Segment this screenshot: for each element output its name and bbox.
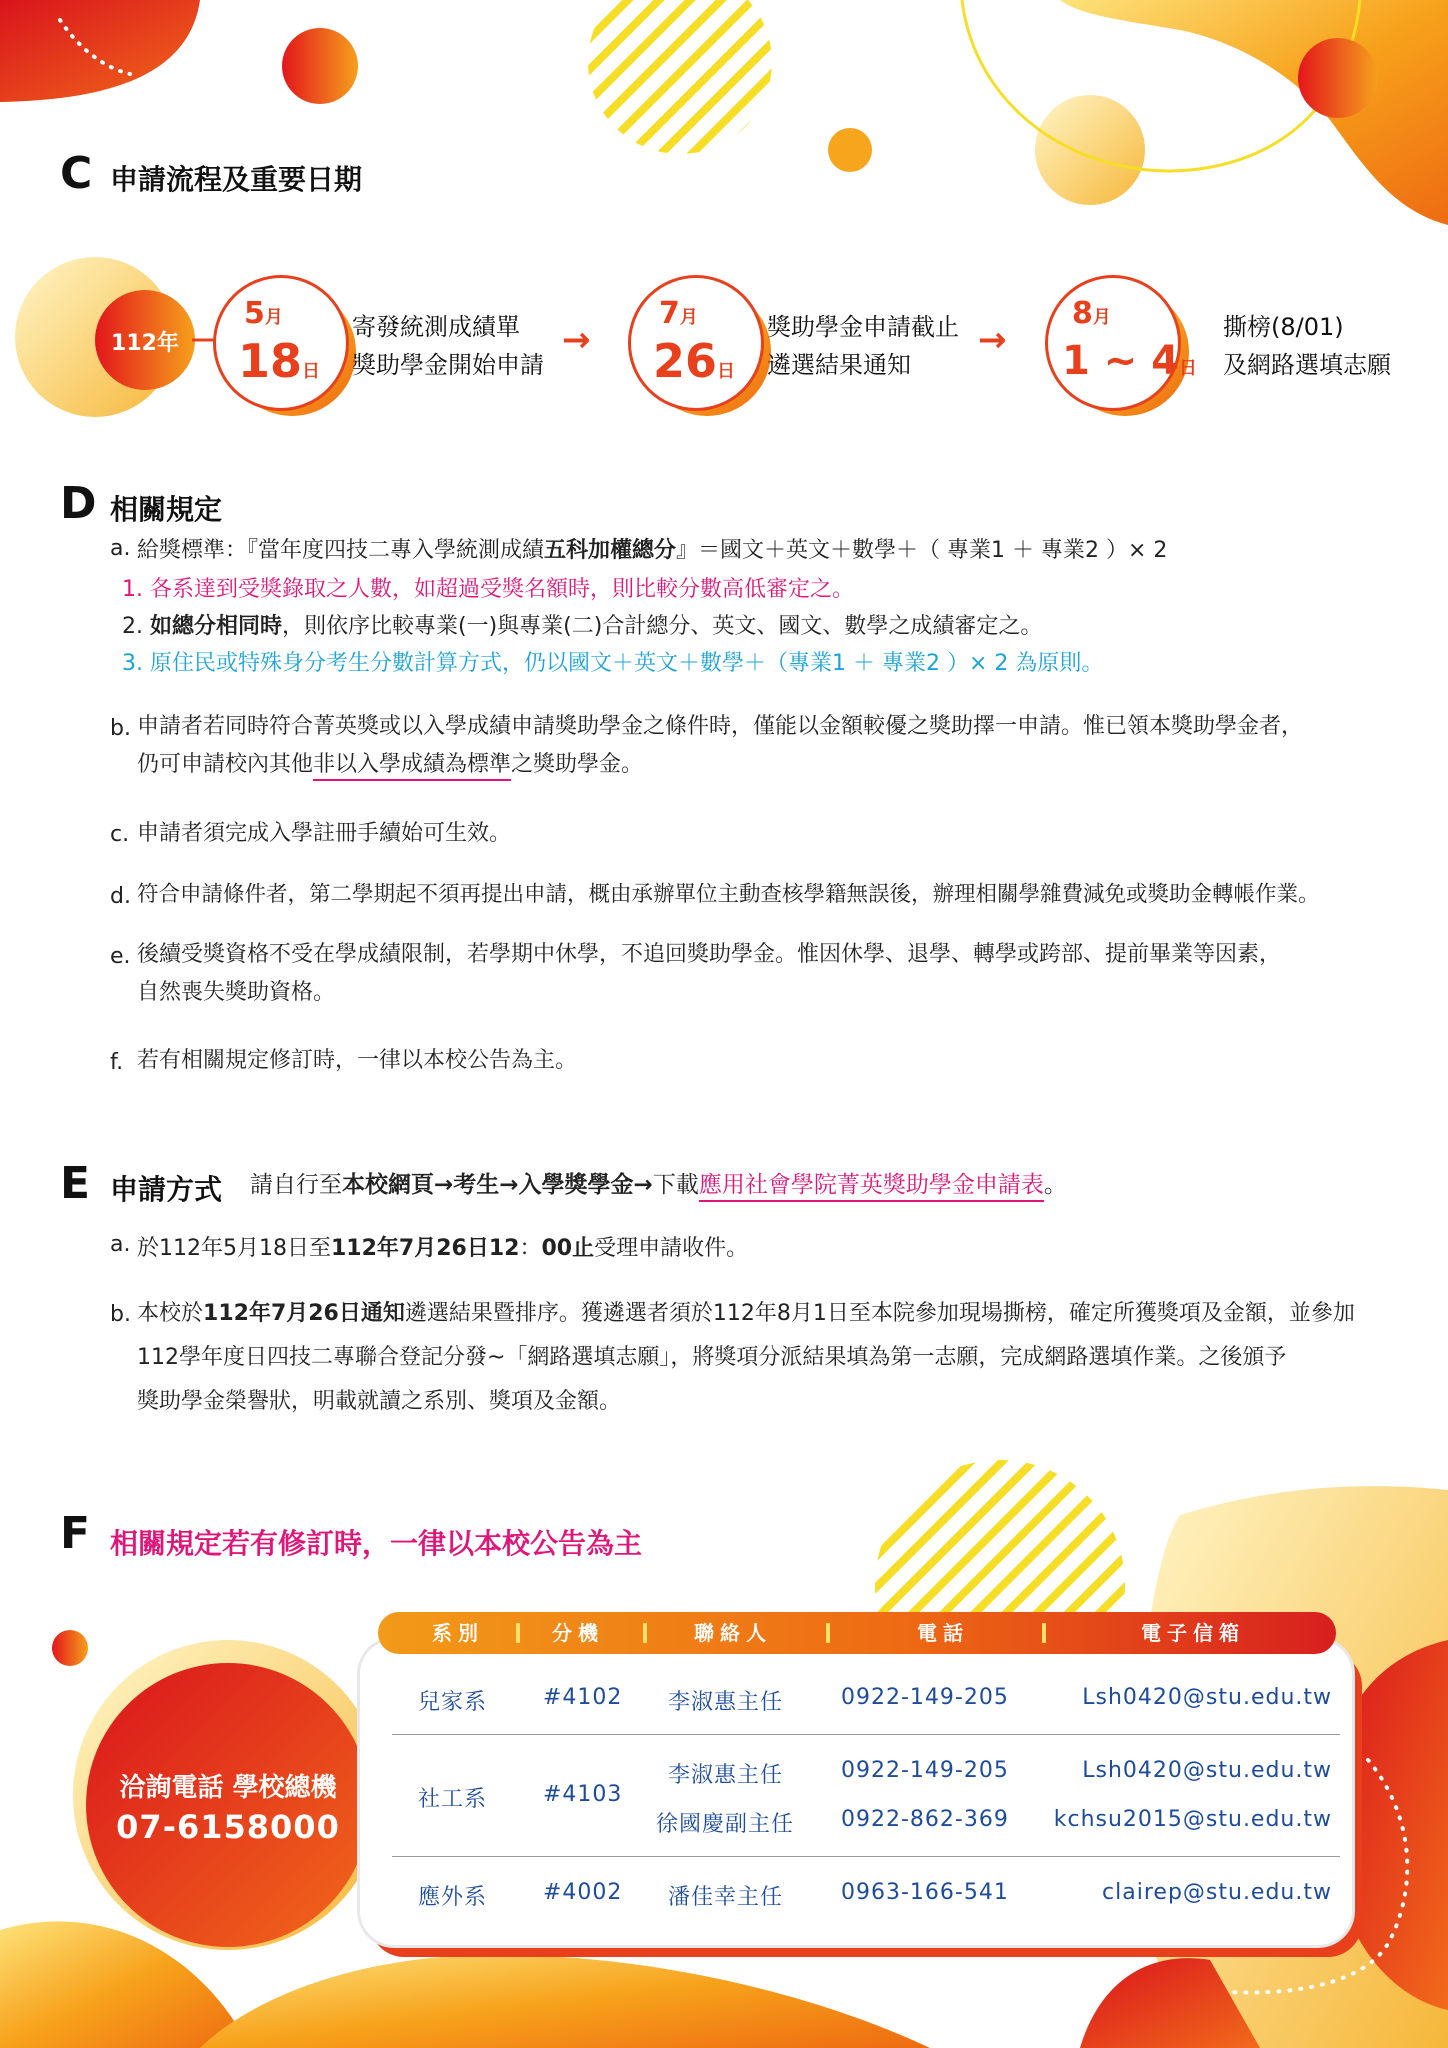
rule-d-mark: d.: [110, 884, 131, 909]
apply-a-t1: 於112年5月18日至: [137, 1236, 331, 1261]
rule-b-text: [137, 708, 1437, 784]
apply-a-mark: a.: [110, 1232, 131, 1257]
timeline-year: 112年: [111, 331, 179, 356]
row1-phone: 0922-149-205: [841, 1685, 1009, 1710]
step1-line1: 寄發統測成績單: [352, 313, 520, 341]
apply-b-t2: 遴選結果暨排序。獲遴選者須於112年8月1日至本院參加現場撕榜，確定所獲獎項及金額，並參加: [404, 1301, 1355, 1326]
apply-a-text: [137, 1230, 748, 1268]
section-e-title: 申請方式: [110, 1173, 223, 1206]
rule-a-sub-3: [122, 645, 1103, 683]
intro-end: 。: [1043, 1172, 1067, 1198]
apply-a-t2: ：: [519, 1236, 542, 1261]
rule-b-line2-suffix: 之獎助學金。: [511, 752, 644, 777]
step3-day: 1 ~ 4: [1062, 338, 1180, 384]
header-ext: 分機: [552, 1621, 604, 1645]
section-c-letter: C: [60, 148, 93, 199]
rule-a-prefix: 給獎標準：『當年度四技二專入學統測成績: [137, 538, 545, 563]
rule-a-bold: 五科加權總分: [544, 538, 677, 563]
header-dept: 系別: [432, 1621, 484, 1645]
intro-prefix: 請自行至: [250, 1172, 342, 1198]
rule-b-line2-prefix: 仍可申請校內其他: [137, 752, 314, 777]
section-d-letter: D: [60, 478, 97, 529]
step3-day-unit: 日: [1179, 358, 1198, 379]
step2-month-unit: 月: [679, 307, 698, 328]
step3-line1: 撕榜(8/01): [1223, 313, 1344, 341]
header-email: 電子信箱: [1141, 1621, 1245, 1645]
intro-path: 本校網頁→考生→入學獎學金→: [342, 1172, 653, 1198]
step2-line1: 獎助學金申請截止: [767, 313, 959, 341]
timeline-step3-text: [1223, 308, 1391, 384]
badge-label: 洽詢電話 學校總機: [119, 1773, 337, 1803]
rule-f-text: 若有相關規定修訂時，一律以本校公告為主。: [137, 1048, 578, 1073]
rule-b-mark: b.: [110, 716, 131, 741]
contact-badge: [86, 1770, 370, 1848]
step3-month: 8: [1072, 296, 1093, 331]
row3-ext: #4002: [543, 1880, 623, 1905]
row-divider: [392, 1856, 1340, 1857]
rule-a-mark: a.: [110, 536, 131, 561]
row2-ext: #4103: [543, 1782, 623, 1807]
step1-month-unit: 月: [264, 307, 283, 328]
apply-b-line2: 112學年度日四技二專聯合登記分發~「網路選填志願」，將獎項分派結果填為第一志願，完成網路選填作業。之後頒予: [137, 1345, 1287, 1370]
rule-b-line1: 申請者若同時符合菁英獎或以入學成績申請獎助學金之條件時，僅能以金額較優之獎助擇一申請。惟已領本獎助學金者，: [137, 714, 1304, 739]
rule-e-line2: 自然喪失獎助資格。: [137, 980, 336, 1005]
apply-b-b1: 112年7月26日通知: [203, 1301, 405, 1326]
step2-day: 26: [653, 334, 718, 388]
row2-contact-2: 徐國慶副主任: [656, 1812, 795, 1837]
section-c-title: 申請流程及重要日期: [110, 163, 363, 196]
step3-line2: 及網路選填志願: [1223, 351, 1391, 379]
rule-a-suffix: 』＝國文＋英文＋數學＋（ 專業1 ＋ 專業2 ）× 2: [676, 538, 1168, 563]
step1-day: 18: [238, 334, 303, 388]
section-f-letter: F: [60, 1508, 91, 1559]
sub1-text: 各系達到受獎錄取之人數，如超過受獎名額時，則比較分數高低審定之。: [150, 577, 855, 602]
apply-a-b1: 112年7月26日12: [330, 1236, 520, 1261]
rule-f-mark: f.: [110, 1050, 124, 1075]
section-d-title: 相關規定: [110, 493, 223, 526]
apply-b-t1: 本校於: [137, 1301, 204, 1326]
timeline-date-3: [1045, 275, 1198, 411]
row2-phone-2: 0922-862-369: [841, 1807, 1009, 1832]
sub3-num: 3.: [122, 651, 143, 676]
rule-d-text: 符合申請條件者，第二學期起不須再提出申請，概由承辦單位主動查核學籍無誤後，辦理相關學雜費減免或獎助金轉帳作業。: [137, 882, 1320, 907]
apply-b-line3: 獎助學金榮譽狀，明載就讀之系別、獎項及金額。: [137, 1389, 622, 1414]
row1-dept: 兒家系: [418, 1690, 488, 1715]
step1-month: 5: [244, 296, 265, 331]
rule-b-underlined: 非以入學成績為標準: [313, 752, 511, 781]
row2-contact-1: 李淑惠主任: [668, 1763, 784, 1788]
timeline-date-2: [628, 275, 764, 411]
badge-phone: 07-6158000: [116, 1808, 340, 1846]
row1-ext: #4102: [543, 1685, 623, 1710]
rule-e-text: [137, 936, 1281, 1012]
step1-day-unit: 日: [302, 361, 321, 382]
rule-c-mark: c.: [110, 822, 130, 847]
rule-a-text: [137, 532, 1437, 570]
row3-email[interactable]: clairep@stu.edu.tw: [1102, 1880, 1332, 1905]
rule-a-sub-1: [122, 571, 854, 609]
timeline-date-1: [213, 275, 349, 411]
row1-contact: 李淑惠主任: [668, 1690, 784, 1715]
row3-contact: 潘佳幸主任: [668, 1885, 784, 1910]
row3-dept: 應外系: [418, 1885, 488, 1910]
header-phone: 電話: [917, 1621, 969, 1645]
row3-phone: 0963-166-541: [841, 1880, 1009, 1905]
application-form-link[interactable]: 應用社會學院菁英獎助學金申請表: [699, 1172, 1044, 1202]
row1-email[interactable]: Lsh0420@stu.edu.tw: [1082, 1685, 1332, 1710]
row2-email-1[interactable]: Lsh0420@stu.edu.tw: [1082, 1758, 1332, 1783]
apply-b-text: [137, 1292, 1355, 1424]
step1-line2: 獎助學金開始申請: [352, 351, 544, 379]
timeline-step2-text: [767, 308, 959, 384]
apply-a-t3: 受理申請收件。: [594, 1236, 749, 1261]
step3-month-unit: 月: [1092, 307, 1111, 328]
sub2-bold: 如總分相同時: [150, 614, 283, 639]
sub3-text: 原住民或特殊身分考生分數計算方式，仍以國文＋英文＋數學＋（專業1 ＋ 專業2 ）× 2 為原則。: [150, 651, 1104, 676]
rule-c-text: 申請者須完成入學註冊手續始可生效。: [137, 821, 512, 846]
intro-mid: 下載: [652, 1172, 699, 1198]
section-e-intro: [250, 1166, 1067, 1204]
sub2-text: ，則依序比較專業(一)與專業(二)合計總分、英文、國文、數學之成績審定之。: [282, 614, 1043, 639]
arrow-icon: →: [562, 320, 591, 360]
section-e-letter: E: [60, 1158, 91, 1209]
row2-email-2[interactable]: kchsu2015@stu.edu.tw: [1053, 1807, 1332, 1832]
row2-dept: 社工系: [418, 1787, 488, 1812]
contact-table-header: [378, 1612, 1336, 1654]
row-divider: [392, 1734, 1340, 1735]
rule-e-line1: 後續受獎資格不受在學成績限制，若學期中休學，不追回獎助學金。惟因休學、退學、轉學或跨部、提前畢業等因素，: [137, 942, 1282, 967]
rule-a-sub-2: [122, 608, 1042, 646]
sub2-num: 2.: [122, 614, 143, 639]
row2-phone-1: 0922-149-205: [841, 1758, 1009, 1783]
section-f-title: 相關規定若有修訂時，一律以本校公告為主: [110, 1527, 643, 1560]
step2-month: 7: [659, 296, 680, 331]
header-contact: 聯絡人: [694, 1621, 772, 1645]
apply-a-b2: 00止: [541, 1236, 595, 1261]
arrow-icon: →: [978, 320, 1007, 360]
step2-day-unit: 日: [717, 361, 736, 382]
timeline-step1-text: [352, 308, 544, 384]
apply-b-mark: b.: [110, 1302, 131, 1327]
rule-e-mark: e.: [110, 944, 131, 969]
sub1-num: 1.: [122, 577, 143, 602]
step2-line2: 遴選結果通知: [767, 351, 911, 379]
